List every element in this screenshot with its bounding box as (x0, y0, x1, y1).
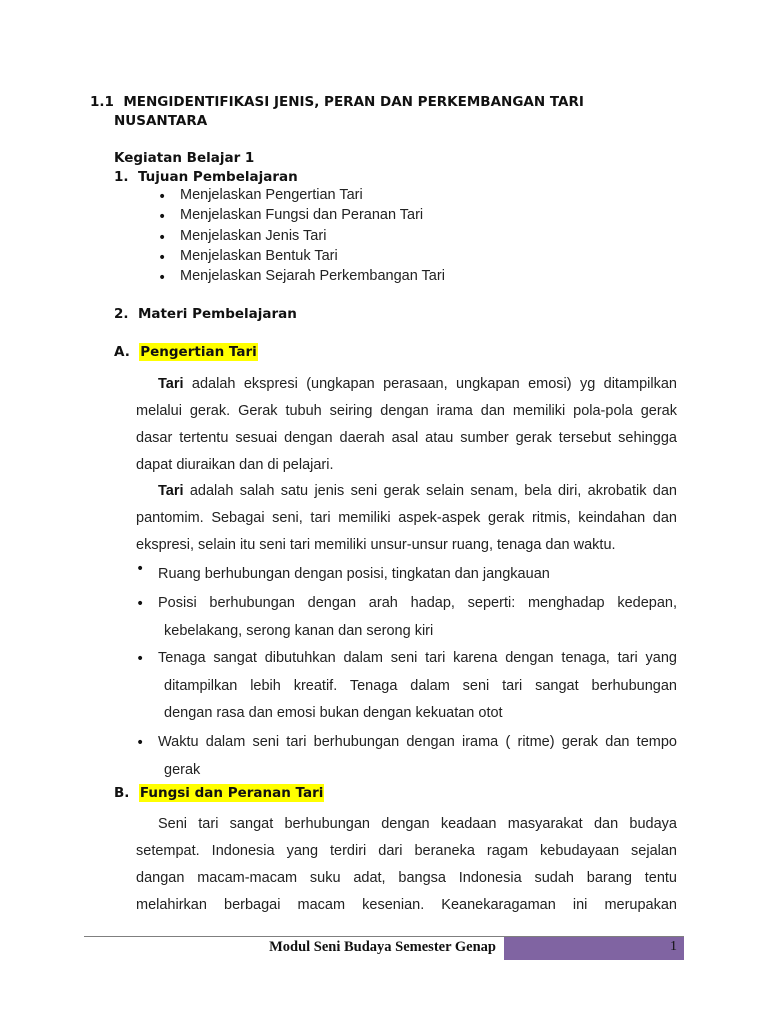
paragraph-a2 (136, 478, 677, 559)
list-item (158, 247, 338, 266)
list-item-text: Menjelaskan Pengertian Tari (180, 187, 363, 203)
bullet-icon: • (158, 189, 167, 205)
tujuan-title: Tujuan Pembelajaran (137, 169, 298, 185)
bullet-icon: • (158, 250, 167, 266)
section-a-title: Pengertian Tari (140, 344, 257, 360)
materi-title: Materi Pembelajaran (137, 306, 297, 322)
list-item-line: Waktu dalam seni tari berhubungan dengan irama ( ritme) gerak dan tempo (158, 734, 677, 750)
section-b-title: Fungsi dan Peranan Tari (139, 785, 324, 801)
paragraph-line: Seni tari sangat berhubungan dengan keadaan masyarakat dan budaya (158, 816, 677, 832)
list-item (158, 227, 327, 246)
line-text: adalah ekspresi (ungkapan perasaan, ungkapan emosi) yg ditampilkan (183, 376, 677, 392)
paragraph-a1 (136, 371, 677, 479)
list-item-text: Menjelaskan Bentuk Tari (180, 248, 338, 264)
list-item-text: Menjelaskan Sejarah Perkembangan Tari (180, 268, 445, 284)
materi-heading (114, 306, 297, 322)
list-item (158, 206, 424, 225)
bullet-icon: • (136, 735, 145, 751)
paragraph-line: pantomim. Sebagai seni, tari memiliki aspek-aspek gerak ritmis, keindahan dan (136, 510, 677, 526)
page-number: 1 (670, 939, 677, 954)
paragraph-line: melalui gerak. Gerak tubuh seiring dengan irama dan memiliki pola-pola gerak (136, 403, 677, 419)
list-item-line: Tenaga sangat dibutuhkan dalam seni tari karena dengan tenaga, tari yang (158, 650, 677, 666)
section-b-heading (114, 785, 324, 801)
list-item (136, 728, 677, 784)
paragraph-line: dangan macam-macam suku adat, bangsa Indonesia sudah barang tentu (136, 870, 677, 886)
tujuan-number: 1. (114, 169, 129, 185)
paragraph-line: dapat diuraikan dan di pelajari. (136, 457, 334, 473)
list-item (136, 561, 677, 588)
list-item-line: dengan rasa dan emosi bukan dengan kekuatan otot (164, 705, 503, 721)
bold-term: Tari (158, 376, 184, 392)
list-item (158, 267, 445, 286)
paragraph-line: dasar tertentu sesuai dengan daerah asal atau sumber gerak tersebut sehingga (136, 430, 677, 446)
paragraph-b1 (136, 811, 677, 919)
section-number: 1.1 (90, 94, 114, 110)
kegiatan-heading: Kegiatan Belajar 1 (114, 150, 255, 166)
bullet-icon: • (158, 270, 167, 286)
section-title-line1 (90, 94, 584, 110)
paragraph-line (136, 478, 677, 505)
bullet-icon: • (136, 561, 145, 577)
list-item-text: Menjelaskan Fungsi dan Peranan Tari (180, 207, 424, 223)
list-item (136, 589, 677, 645)
tujuan-heading (114, 169, 298, 185)
list-item-line: gerak (164, 762, 201, 778)
list-item (136, 645, 677, 728)
paragraph-line: setempat. Indonesia yang terdiri dari beraneka ragam kebudayaan sejalan (136, 843, 677, 859)
section-a-heading (114, 344, 258, 360)
list-item-text: Menjelaskan Jenis Tari (180, 228, 327, 244)
list-item-line: kebelakang, serong kanan dan serong kiri (164, 623, 434, 639)
bullet-icon: • (136, 651, 145, 667)
footer-page-box (504, 937, 684, 960)
line-text: adalah salah satu jenis seni gerak selain senam, bela diri, akrobatik dan (183, 483, 677, 499)
paragraph-line: ekspresi, selain itu seni tari memiliki unsur-unsur ruang, tenaga dan waktu. (136, 537, 616, 553)
bold-term: Tari (158, 483, 184, 499)
paragraph-line (136, 371, 677, 398)
list-item (158, 186, 363, 205)
section-title: MENGIDENTIFIKASI JENIS, PERAN DAN PERKEMBANGAN TARI (123, 94, 584, 110)
bullet-icon: • (136, 596, 145, 612)
paragraph-line: melahirkan berbagai macam kesenian. Keanekaragaman ini merupakan (136, 897, 677, 913)
materi-number: 2. (114, 306, 129, 322)
list-item-line: ditampilkan lebih kreatif. Tenaga dalam seni tari sangat berhubungan (164, 677, 677, 694)
section-title-line2: NUSANTARA (114, 113, 208, 129)
bullet-icon: • (158, 209, 167, 225)
section-a-letter: A. (114, 344, 130, 360)
list-item-text: Ruang berhubungan dengan posisi, tingkatan dan jangkauan (158, 566, 550, 582)
section-b-letter: B. (114, 785, 130, 801)
footer-title: Modul Seni Budaya Semester Genap (269, 939, 496, 955)
bullet-icon: • (158, 230, 167, 246)
list-item-line: Posisi berhubungan dengan arah hadap, seperti: menghadap kedepan, (158, 595, 677, 611)
